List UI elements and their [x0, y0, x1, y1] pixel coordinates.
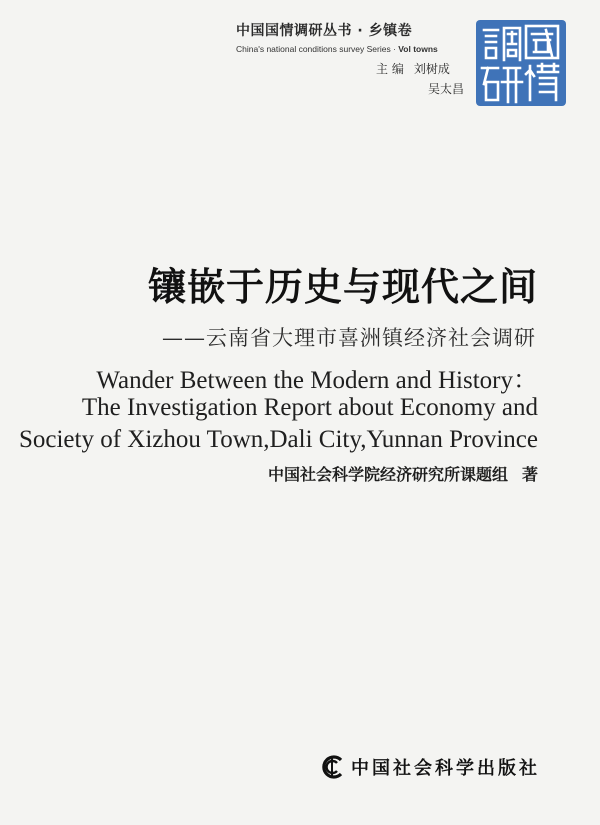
- book-title: 镶嵌于历史与现代之间: [147, 264, 538, 309]
- editor-role: 主 编: [376, 62, 404, 76]
- english-title-line-3: Society of Xizhou Town,Dali City,Yunnan Province: [18, 426, 538, 453]
- book-author: [268, 462, 538, 485]
- series-subtitle: [236, 44, 438, 54]
- author-name: 中国社会科学院经济研究所课题组: [267, 465, 508, 484]
- publisher-logo-icon: [319, 754, 345, 780]
- english-title-line-1: Wander Between the Modern and History：: [96, 367, 538, 394]
- editor-line: [376, 60, 450, 77]
- series-subtitle-text: China's national conditions survey Series ·: [236, 44, 399, 54]
- editor-name-1: 刘树成: [413, 62, 450, 76]
- author-suffix: 著: [521, 465, 538, 484]
- publisher: [319, 754, 540, 780]
- series-subtitle-bold: Vol towns: [398, 44, 438, 54]
- book-subtitle: ——云南省大理市喜洲镇经济社会调研: [162, 326, 536, 350]
- publisher-name: 中国社会科学出版社: [351, 758, 540, 779]
- series-title: 中国国情调研丛书 · 乡镇卷: [236, 23, 413, 39]
- seal-icon: [476, 20, 566, 106]
- english-title-line-2: The Investigation Report about Economy and: [81, 394, 538, 421]
- editor-name-2: 吴太昌: [428, 82, 465, 96]
